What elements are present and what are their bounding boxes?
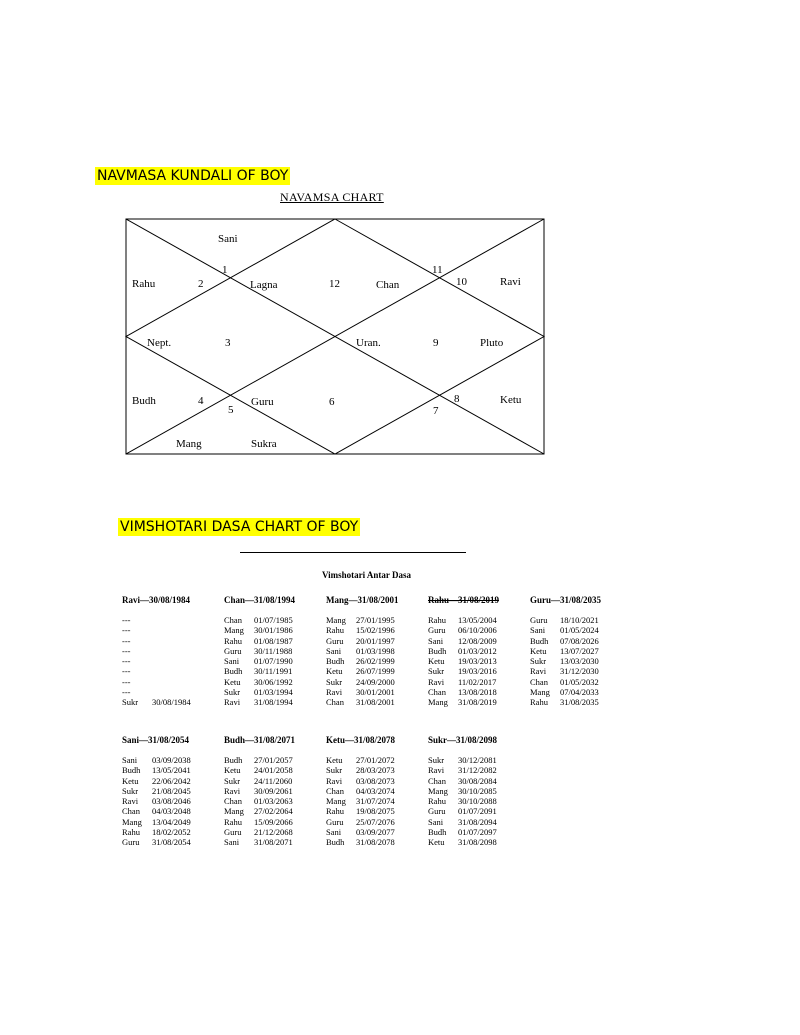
dasa-row bbox=[122, 786, 222, 796]
dasa-row bbox=[326, 827, 426, 837]
dasa-date: 06/10/2006 bbox=[458, 625, 497, 636]
chart-title: NAVAMSA CHART bbox=[280, 190, 384, 204]
dasa-row bbox=[224, 817, 324, 827]
dasa-row bbox=[224, 837, 324, 847]
dasa-planet: Guru bbox=[428, 806, 446, 817]
dasa-row bbox=[122, 776, 222, 786]
dasa-date: 15/09/2066 bbox=[254, 816, 293, 827]
dasa-date: 24/11/2060 bbox=[254, 775, 293, 786]
dasa-date: 01/03/2063 bbox=[254, 796, 293, 807]
house-number: 4 bbox=[198, 395, 204, 407]
dasa-date: 31/12/2030 bbox=[560, 666, 599, 677]
dasa-planet: Ketu bbox=[428, 837, 445, 848]
dasa-planet: --- bbox=[122, 615, 131, 625]
dasa-row bbox=[428, 677, 528, 687]
dasa-planet: Ravi bbox=[428, 676, 445, 687]
dasa-row bbox=[224, 806, 324, 816]
dasa-planet: Mang bbox=[428, 785, 448, 796]
dasa-row bbox=[428, 636, 528, 646]
dasa-date: 26/02/1999 bbox=[356, 656, 395, 667]
dasa-row bbox=[326, 697, 426, 707]
dasa-planet: Mang bbox=[428, 697, 448, 708]
dasa-row bbox=[428, 687, 528, 697]
dasa-table-title: Vimshotari Antar Dasa bbox=[322, 570, 412, 580]
dasa-planet: Budh bbox=[428, 645, 447, 656]
planet-pluto: Pluto bbox=[480, 337, 504, 349]
dasa-row bbox=[326, 666, 426, 676]
dasa-row bbox=[122, 646, 222, 656]
dasa-row bbox=[428, 666, 528, 676]
dasa-date: 15/02/1996 bbox=[356, 625, 395, 636]
dasa-planet: Budh bbox=[326, 656, 345, 667]
dasa-date: 13/03/2030 bbox=[560, 656, 599, 667]
dasa-block-header: Sukr—31/08/2098 bbox=[428, 735, 498, 745]
dasa-planet: Ravi bbox=[326, 687, 343, 698]
dasa-date: 13/04/2049 bbox=[152, 816, 191, 827]
dasa-row bbox=[224, 796, 324, 806]
dasa-planet: Sani bbox=[224, 837, 240, 848]
dasa-row bbox=[224, 765, 324, 775]
dasa-block bbox=[326, 594, 426, 708]
dasa-row bbox=[122, 827, 222, 837]
dasa-row bbox=[122, 677, 222, 687]
dasa-date: 31/08/1994 bbox=[254, 697, 293, 708]
dasa-row bbox=[224, 687, 324, 697]
dasa-row bbox=[122, 656, 222, 666]
dasa-date: 30/10/2085 bbox=[458, 785, 497, 796]
dasa-date: 21/12/2068 bbox=[254, 827, 293, 838]
dasa-row bbox=[530, 636, 630, 646]
dasa-row bbox=[326, 755, 426, 765]
dasa-date: 28/03/2073 bbox=[356, 765, 395, 776]
dasa-planet: Sani bbox=[428, 635, 444, 646]
dasa-planet: Ravi bbox=[224, 785, 241, 796]
dasa-row bbox=[326, 776, 426, 786]
dasa-date: 30/11/1988 bbox=[254, 645, 293, 656]
dasa-planet: Chan bbox=[428, 687, 446, 698]
dasa-planet: Sukr bbox=[122, 697, 139, 708]
dasa-row bbox=[224, 636, 324, 646]
dasa-date: 18/10/2021 bbox=[560, 615, 599, 625]
house-number: 5 bbox=[228, 404, 234, 416]
dasa-row bbox=[428, 615, 528, 625]
dasa-date: 31/07/2074 bbox=[356, 796, 395, 807]
dasa-planet: Sukr bbox=[122, 785, 139, 796]
dasa-row bbox=[122, 796, 222, 806]
dasa-row bbox=[428, 786, 528, 796]
dasa-date: 31/08/2035 bbox=[560, 697, 599, 708]
dasa-row bbox=[530, 697, 630, 707]
dasa-planet: --- bbox=[122, 625, 131, 636]
dasa-row bbox=[428, 817, 528, 827]
dasa-planet: Mang bbox=[326, 615, 346, 625]
dasa-row bbox=[326, 806, 426, 816]
dasa-planet: --- bbox=[122, 687, 131, 698]
dasa-planet: Ravi bbox=[326, 775, 343, 786]
dasa-date: 31/08/2001 bbox=[356, 697, 395, 708]
dasa-date: 13/05/2041 bbox=[152, 765, 191, 776]
dasa-row bbox=[224, 697, 324, 707]
dasa-planet: Sukr bbox=[530, 656, 547, 667]
dasa-date: 30/08/2084 bbox=[458, 775, 497, 786]
dasa-row bbox=[428, 625, 528, 635]
dasa-planet: Rahu bbox=[326, 625, 344, 636]
dasa-planet: Rahu bbox=[224, 635, 242, 646]
planet-guru: Guru bbox=[251, 396, 274, 408]
dasa-planet: Rahu bbox=[122, 827, 140, 838]
dasa-date: 31/12/2082 bbox=[458, 765, 497, 776]
dasa-date: 13/05/2004 bbox=[458, 615, 497, 625]
dasa-date: 01/03/1994 bbox=[254, 687, 293, 698]
dasa-row bbox=[530, 646, 630, 656]
dasa-planet: Mang bbox=[326, 796, 346, 807]
dasa-date: 01/07/2091 bbox=[458, 806, 497, 817]
dasa-planet: Sani bbox=[122, 755, 138, 765]
house-number: 12 bbox=[329, 278, 340, 290]
dasa-planet: Chan bbox=[224, 615, 242, 625]
dasa-row bbox=[326, 765, 426, 775]
dasa-planet: --- bbox=[122, 656, 131, 667]
dasa-block-header: Chan—31/08/1994 bbox=[224, 595, 296, 605]
dasa-planet: Sukr bbox=[326, 676, 343, 687]
dasa-row bbox=[122, 666, 222, 676]
dasa-row bbox=[122, 625, 222, 635]
dasa-row bbox=[224, 755, 324, 765]
dasa-date: 27/02/2064 bbox=[254, 806, 293, 817]
dasa-date: 01/05/2032 bbox=[560, 676, 599, 687]
dasa-row bbox=[428, 776, 528, 786]
dasa-date: 18/02/2052 bbox=[152, 827, 191, 838]
dasa-planet: --- bbox=[122, 645, 131, 656]
dasa-date: 30/01/2001 bbox=[356, 687, 395, 698]
dasa-date: 13/08/2018 bbox=[458, 687, 497, 698]
dasa-row bbox=[224, 666, 324, 676]
planet-rahu: Rahu bbox=[132, 278, 156, 290]
dasa-block-header: Budh—31/08/2071 bbox=[224, 735, 296, 745]
house-number: 6 bbox=[329, 396, 335, 408]
dasa-date: 03/08/2046 bbox=[152, 796, 191, 807]
dasa-block bbox=[224, 734, 324, 848]
dasa-planet: Budh bbox=[428, 827, 447, 838]
dasa-row bbox=[224, 776, 324, 786]
dasa-planet: Sukr bbox=[326, 765, 343, 776]
navamsa-heading: NAVMASA KUNDALI OF BOY bbox=[97, 168, 289, 184]
dasa-row bbox=[326, 786, 426, 796]
dasa-block-header: Ketu—31/08/2078 bbox=[326, 735, 395, 745]
house-number: 2 bbox=[198, 278, 204, 290]
dasa-planet: Ketu bbox=[326, 755, 343, 765]
dasa-row bbox=[326, 796, 426, 806]
dasa-date: 13/07/2027 bbox=[560, 645, 599, 656]
dasa-planet: Rahu bbox=[224, 816, 242, 827]
dasa-block bbox=[428, 594, 528, 708]
dasa-date: 19/03/2016 bbox=[458, 666, 497, 677]
dasa-date: 19/08/2075 bbox=[356, 806, 395, 817]
dasa-row bbox=[224, 615, 324, 625]
dasa-row bbox=[224, 677, 324, 687]
dasa-block-header: Guru—31/08/2035 bbox=[530, 595, 602, 605]
dasa-planet: Chan bbox=[530, 676, 548, 687]
dasa-row bbox=[326, 646, 426, 656]
dasa-planet: Ketu bbox=[224, 765, 241, 776]
planet-ravi: Ravi bbox=[500, 276, 521, 288]
dasa-block bbox=[530, 594, 630, 708]
divider-line bbox=[240, 552, 466, 553]
house-number: 3 bbox=[225, 337, 231, 349]
planet-ketu: Ketu bbox=[500, 394, 522, 406]
dasa-planet: Ketu bbox=[530, 645, 547, 656]
dasa-row bbox=[428, 796, 528, 806]
dasa-row bbox=[326, 687, 426, 697]
dasa-row bbox=[224, 646, 324, 656]
dasa-date: 31/08/2054 bbox=[152, 837, 191, 848]
dasa-date: 27/01/2072 bbox=[356, 755, 395, 765]
dasa-date: 01/07/1990 bbox=[254, 656, 293, 667]
dasa-planet: Ketu bbox=[224, 676, 241, 687]
dasa-planet: Sukr bbox=[224, 775, 241, 786]
dasa-date: 30/01/1986 bbox=[254, 625, 293, 636]
dasa-planet: Guru bbox=[122, 837, 140, 848]
dasa-planet: --- bbox=[122, 635, 131, 646]
dasa-planet: Sani bbox=[428, 816, 444, 827]
dasa-date: 30/10/2088 bbox=[458, 796, 497, 807]
planet-nept: Nept. bbox=[147, 337, 172, 349]
planet-sukra: Sukra bbox=[251, 438, 277, 450]
dasa-planet: Chan bbox=[326, 785, 344, 796]
dasa-date: 24/09/2000 bbox=[356, 676, 395, 687]
dasa-planet: Ravi bbox=[530, 666, 547, 677]
dasa-row bbox=[326, 656, 426, 666]
dasa-planet: Ravi bbox=[122, 796, 139, 807]
dasa-row bbox=[122, 765, 222, 775]
dasa-row bbox=[224, 827, 324, 837]
dasa-row bbox=[530, 666, 630, 676]
dasa-planet: Rahu bbox=[530, 697, 548, 708]
dasa-date: 31/08/2019 bbox=[458, 697, 497, 708]
dasa-planet: Mang bbox=[224, 625, 244, 636]
dasa-planet: Sani bbox=[224, 656, 240, 667]
dasa-row bbox=[122, 636, 222, 646]
dasa-row bbox=[122, 755, 222, 765]
dasa-block-header: Rahu—31/08/2019 bbox=[428, 595, 500, 605]
house-number: 8 bbox=[454, 393, 460, 405]
dasa-row bbox=[326, 837, 426, 847]
planet-sani: Sani bbox=[218, 233, 238, 245]
planet-uran: Uran. bbox=[356, 337, 381, 349]
dasa-row bbox=[224, 786, 324, 796]
dasa-date: 20/01/1997 bbox=[356, 635, 395, 646]
dasa-date: 01/05/2024 bbox=[560, 625, 599, 636]
dasa-row bbox=[122, 806, 222, 816]
dasa-planet: Budh bbox=[122, 765, 141, 776]
planet-mang: Mang bbox=[176, 438, 202, 450]
dasa-row bbox=[530, 656, 630, 666]
dasa-planet: Budh bbox=[530, 635, 549, 646]
dasa-date: 25/07/2076 bbox=[356, 816, 395, 827]
dasa-planet: Sukr bbox=[428, 666, 445, 677]
dasa-planet: Ketu bbox=[428, 656, 445, 667]
dasa-planet: Ravi bbox=[428, 765, 445, 776]
dasa-planet: Rahu bbox=[428, 615, 446, 625]
dasa-row bbox=[428, 755, 528, 765]
dasa-row bbox=[428, 765, 528, 775]
dasa-planet: Budh bbox=[326, 837, 345, 848]
house-number: 1 bbox=[222, 264, 228, 276]
dasa-date: 31/08/2078 bbox=[356, 837, 395, 848]
dasa-date: 30/08/1984 bbox=[152, 697, 191, 708]
dasa-row bbox=[530, 615, 630, 625]
dasa-planet: Mang bbox=[224, 806, 244, 817]
dasa-planet: Guru bbox=[224, 645, 242, 656]
house-number: 9 bbox=[433, 337, 439, 349]
dasa-planet: Sukr bbox=[428, 755, 445, 765]
dasa-row bbox=[326, 625, 426, 635]
dasa-row bbox=[428, 806, 528, 816]
dasa-planet: Chan bbox=[224, 796, 242, 807]
dasa-planet: Ketu bbox=[122, 775, 139, 786]
dasa-row bbox=[122, 817, 222, 827]
dasa-planet: Mang bbox=[122, 816, 142, 827]
dasa-date: 26/07/1999 bbox=[356, 666, 395, 677]
dasa-date: 19/03/2013 bbox=[458, 656, 497, 667]
dasa-date: 30/12/2081 bbox=[458, 755, 497, 765]
dasa-row bbox=[530, 687, 630, 697]
dasa-row bbox=[122, 837, 222, 847]
dasa-planet: Chan bbox=[122, 806, 140, 817]
dasa-date: 07/04/2033 bbox=[560, 687, 599, 698]
dasa-row bbox=[428, 827, 528, 837]
dasa-date: 30/09/2061 bbox=[254, 785, 293, 796]
dasa-date: 31/08/2094 bbox=[458, 816, 497, 827]
dasa-block-header: Sani—31/08/2054 bbox=[122, 735, 190, 745]
dasa-row bbox=[326, 636, 426, 646]
vimshotari-heading: VIMSHOTARI DASA CHART OF BOY bbox=[120, 519, 359, 535]
dasa-date: 01/03/2012 bbox=[458, 645, 497, 656]
dasa-block bbox=[326, 734, 426, 848]
dasa-planet: --- bbox=[122, 676, 131, 687]
dasa-row bbox=[122, 697, 222, 707]
dasa-planet: Mang bbox=[530, 687, 550, 698]
dasa-planet: Sani bbox=[326, 645, 342, 656]
dasa-planet: Sukr bbox=[224, 687, 241, 698]
dasa-planet: Guru bbox=[326, 816, 344, 827]
dasa-date: 31/08/2071 bbox=[254, 837, 293, 848]
dasa-date: 11/02/2017 bbox=[458, 676, 497, 687]
dasa-planet: Guru bbox=[224, 827, 242, 838]
dasa-block-header: Mang—31/08/2001 bbox=[326, 595, 399, 605]
dasa-date: 22/06/2042 bbox=[152, 775, 191, 786]
dasa-row bbox=[122, 687, 222, 697]
dasa-block bbox=[428, 734, 528, 848]
dasa-planet: Rahu bbox=[326, 806, 344, 817]
dasa-date: 03/09/2077 bbox=[356, 827, 395, 838]
dasa-date: 24/01/2058 bbox=[254, 765, 293, 776]
dasa-row bbox=[530, 625, 630, 635]
dasa-date: 12/08/2009 bbox=[458, 635, 497, 646]
dasa-date: 30/06/1992 bbox=[254, 676, 293, 687]
dasa-planet: Budh bbox=[224, 666, 243, 677]
dasa-date: 04/03/2074 bbox=[356, 785, 395, 796]
dasa-row bbox=[326, 817, 426, 827]
dasa-date: 03/09/2038 bbox=[152, 755, 191, 765]
planet-chan: Chan bbox=[376, 279, 400, 291]
dasa-planet: Ravi bbox=[224, 697, 241, 708]
dasa-planet: Guru bbox=[326, 635, 344, 646]
dasa-row bbox=[428, 656, 528, 666]
dasa-planet: --- bbox=[122, 666, 131, 677]
dasa-planet: Sani bbox=[326, 827, 342, 838]
house-number: 10 bbox=[456, 276, 467, 288]
dasa-row bbox=[428, 697, 528, 707]
house-number: 11 bbox=[432, 264, 443, 276]
dasa-block bbox=[224, 594, 324, 708]
dasa-planet: Rahu bbox=[428, 796, 446, 807]
dasa-planet: Chan bbox=[326, 697, 344, 708]
dasa-row bbox=[326, 677, 426, 687]
dasa-date: 01/08/1987 bbox=[254, 635, 293, 646]
dasa-row bbox=[428, 646, 528, 656]
dasa-date: 27/01/1995 bbox=[356, 615, 395, 625]
dasa-row bbox=[224, 656, 324, 666]
dasa-date: 27/01/2057 bbox=[254, 755, 293, 765]
dasa-row bbox=[224, 625, 324, 635]
dasa-date: 30/11/1991 bbox=[254, 666, 293, 677]
dasa-block bbox=[122, 734, 222, 848]
dasa-row bbox=[530, 677, 630, 687]
dasa-row bbox=[122, 615, 222, 625]
house-number: 7 bbox=[433, 405, 439, 417]
dasa-planet: Guru bbox=[530, 615, 548, 625]
dasa-planet: Guru bbox=[428, 625, 446, 636]
dasa-date: 31/08/2098 bbox=[458, 837, 497, 848]
dasa-planet: Sani bbox=[530, 625, 546, 636]
dasa-date: 01/07/2097 bbox=[458, 827, 497, 838]
dasa-date: 01/03/1998 bbox=[356, 645, 395, 656]
dasa-date: 04/03/2048 bbox=[152, 806, 191, 817]
dasa-block-header: Ravi—30/08/1984 bbox=[122, 595, 191, 605]
dasa-row bbox=[326, 615, 426, 625]
dasa-block bbox=[122, 594, 222, 708]
dasa-date: 03/08/2073 bbox=[356, 775, 395, 786]
planet-budh: Budh bbox=[132, 395, 156, 407]
dasa-planet: Budh bbox=[224, 755, 243, 765]
planet-lagna: Lagna bbox=[250, 279, 278, 291]
dasa-row bbox=[428, 837, 528, 847]
dasa-date: 01/07/1985 bbox=[254, 615, 293, 625]
dasa-date: 21/08/2045 bbox=[152, 785, 191, 796]
dasa-date: 07/08/2026 bbox=[560, 635, 599, 646]
dasa-planet: Ketu bbox=[326, 666, 343, 677]
dasa-planet: Chan bbox=[428, 775, 446, 786]
